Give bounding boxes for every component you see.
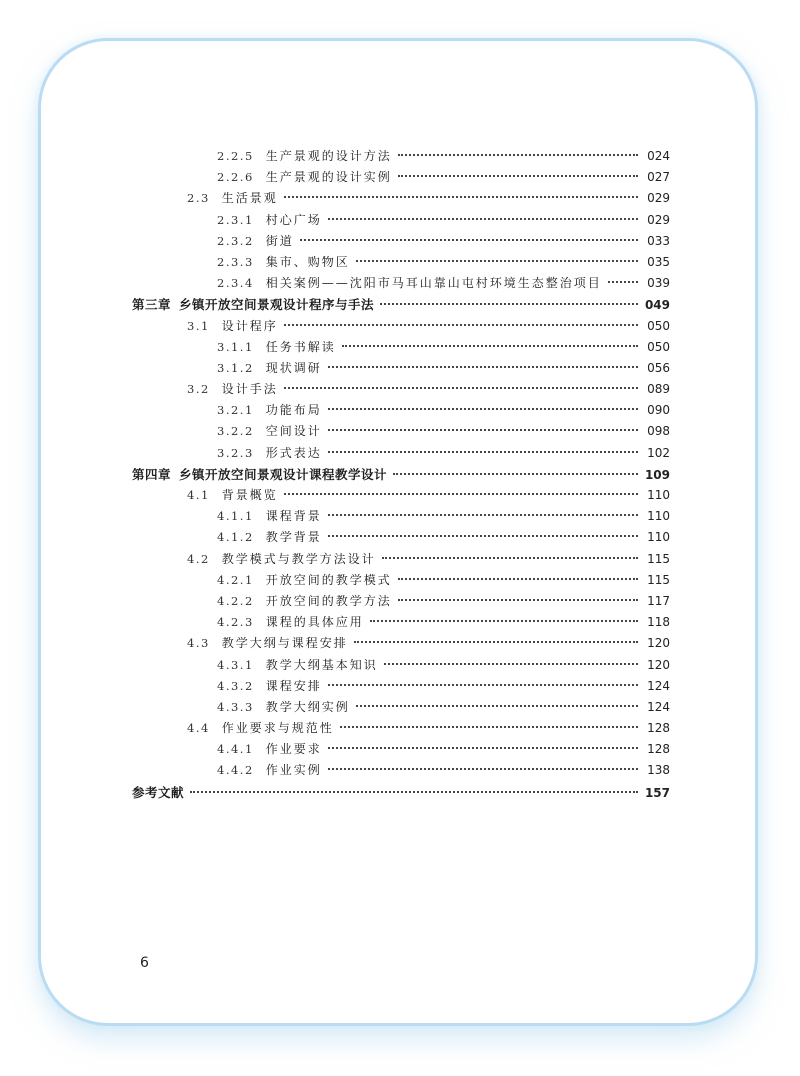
toc-entry-page: 033: [647, 233, 670, 248]
toc-entry-page: 035: [647, 254, 670, 269]
toc-leader-dots: [328, 768, 638, 770]
toc-entry-number: 4.4.2: [217, 763, 254, 778]
toc-entry-page: 102: [647, 445, 670, 460]
toc-entry-page: 128: [647, 721, 670, 736]
toc-entry-number: 2.3.1: [217, 212, 254, 227]
toc-subsection-entry[interactable]: [132, 697, 670, 718]
toc-entry-title: 参考文献: [132, 784, 185, 800]
toc-subsection-entry[interactable]: [132, 167, 670, 188]
toc-entry-title: 作业实例: [265, 763, 322, 778]
toc-leader-dots: [328, 408, 638, 410]
toc-subsection-entry[interactable]: [132, 570, 670, 591]
toc-leader-dots: [398, 175, 638, 177]
toc-entry-page: 110: [647, 488, 670, 502]
toc-entry-number: 4.1: [187, 488, 210, 502]
toc-subsection-entry[interactable]: [132, 400, 670, 421]
toc-leader-dots: [328, 429, 638, 431]
toc-section-entry[interactable]: [132, 188, 670, 209]
toc-leader-dots: [328, 366, 638, 368]
toc-entry-page: 049: [644, 298, 670, 313]
toc-entry-title: 集市、购物区: [265, 254, 350, 269]
toc-subsection-entry[interactable]: [132, 655, 670, 676]
toc-entry-page: 056: [647, 360, 670, 375]
toc-leader-dots: [354, 641, 638, 643]
toc-entry-title: 教学背景: [265, 530, 322, 545]
toc-subsection-entry[interactable]: [132, 506, 670, 527]
toc-entry-page: 090: [647, 403, 670, 418]
toc-entry-page: 098: [647, 424, 670, 439]
toc-subsection-entry[interactable]: [132, 760, 670, 781]
toc-entry-page: 109: [644, 467, 670, 482]
toc-entry-title: 乡镇开放空间景观设计程序与手法: [179, 297, 375, 313]
toc-entry-page: 027: [647, 170, 670, 185]
toc-subsection-entry[interactable]: [132, 146, 670, 167]
toc-leader-dots: [300, 239, 638, 241]
toc-subsection-entry[interactable]: [132, 231, 670, 252]
toc-chapter-entry[interactable]: [132, 294, 670, 315]
toc-entry-page: 128: [647, 742, 670, 757]
toc-entry-title: 开放空间的教学模式: [265, 572, 392, 587]
toc-section-entry[interactable]: [132, 718, 670, 739]
toc-subsection-entry[interactable]: [132, 612, 670, 633]
toc-leader-dots: [284, 324, 638, 326]
toc-entry-number: 3.1.2: [217, 360, 254, 375]
toc-entry-number: 4.1.2: [217, 530, 254, 545]
toc-entry-title: 开放空间的教学方法: [265, 593, 392, 608]
toc-entry-title: 空间设计: [265, 424, 322, 439]
toc-entry-page: 029: [647, 191, 670, 206]
toc-entry-page: 120: [647, 657, 670, 672]
toc-entry-number: 第三章: [132, 297, 172, 313]
toc-entry-title: 作业要求与规范性: [221, 721, 334, 736]
toc-entry-page: 110: [647, 509, 670, 524]
toc-subsection-entry[interactable]: [132, 273, 670, 294]
toc-entry-number: 2.3.4: [217, 276, 254, 291]
toc-entry-title: 教学模式与教学方法设计: [221, 551, 376, 566]
toc-leader-dots: [284, 387, 638, 389]
toc-entry-number: 3.2.3: [217, 445, 254, 460]
toc-entry-title: 作业要求: [265, 742, 322, 757]
toc-entry-title: 课程的具体应用: [265, 615, 364, 630]
page-number: 6: [140, 955, 149, 971]
toc-leader-dots: [356, 705, 638, 707]
toc-leader-dots: [190, 791, 638, 793]
toc-entry-title: 课程安排: [265, 678, 322, 693]
toc-entry-title: 生活景观: [221, 191, 278, 206]
toc-entry-number: 4.2.3: [217, 615, 254, 630]
toc-entry-number: 2.3.2: [217, 233, 254, 248]
toc-entry-page: 115: [647, 551, 670, 566]
toc-entry-number: 2.3: [187, 191, 210, 206]
toc-entry-title: 乡镇开放空间景观设计课程教学设计: [179, 466, 388, 482]
toc-entry-page: 110: [647, 530, 670, 545]
toc-entry-page: 117: [647, 593, 670, 608]
toc-entry-title: 生产景观的设计实例: [265, 170, 392, 185]
toc-entry-page: 118: [647, 615, 670, 630]
toc-entry-page: 039: [647, 276, 670, 291]
toc-entry-page: 124: [647, 699, 670, 714]
toc-entry-page: 138: [647, 763, 670, 778]
toc-entry-number: 2.3.3: [217, 254, 254, 269]
toc-entry-number: 4.3: [187, 636, 210, 651]
toc-subsection-entry[interactable]: [132, 337, 670, 358]
toc-entry-number: 3.2: [187, 382, 210, 397]
toc-leader-dots: [328, 684, 638, 686]
toc-section-entry[interactable]: [132, 485, 670, 506]
toc-entry-number: 2.2.5: [217, 149, 254, 163]
toc-subsection-entry[interactable]: [132, 527, 670, 548]
toc-entry-number: 第四章: [132, 466, 172, 482]
toc-subsection-entry[interactable]: [132, 443, 670, 464]
toc-subsection-entry[interactable]: [132, 358, 670, 379]
toc-leader-dots: [608, 281, 638, 283]
toc-entry-number: 4.3.3: [217, 699, 254, 714]
toc-entry-number: 3.2.1: [217, 403, 254, 418]
toc-entry-title: 教学大纲实例: [265, 699, 350, 714]
toc-subsection-entry[interactable]: [132, 421, 670, 442]
toc-entry-number: 3.1.1: [217, 339, 254, 354]
toc-subsection-entry[interactable]: [132, 591, 670, 612]
toc-leader-dots: [398, 154, 638, 156]
toc-entry-title: 任务书解读: [265, 339, 336, 354]
toc-entry-number: 4.3.1: [217, 657, 254, 672]
toc-entry-title: 功能布局: [265, 403, 322, 418]
toc-leader-dots: [370, 620, 638, 622]
toc-leader-dots: [384, 663, 638, 665]
toc-leader-dots: [380, 303, 638, 305]
toc-section-entry[interactable]: [132, 316, 670, 337]
toc-entry-number: 4.2.2: [217, 593, 254, 608]
toc-leader-dots: [340, 726, 638, 728]
toc-leader-dots: [342, 345, 638, 347]
toc-leader-dots: [382, 557, 638, 559]
toc-chapter-entry[interactable]: [132, 464, 670, 485]
toc-entry-page: 050: [647, 318, 670, 333]
toc-leader-dots: [398, 578, 638, 580]
toc-subsection-entry[interactable]: [132, 739, 670, 760]
toc-entry-title: 设计手法: [221, 382, 278, 397]
toc-leader-dots: [328, 218, 638, 220]
toc-entry-page: 124: [647, 678, 670, 693]
toc-entry-number: 4.3.2: [217, 678, 254, 693]
toc-entry-page: 157: [644, 785, 670, 800]
toc-entry-number: 4.4.1: [217, 742, 254, 757]
toc-leader-dots: [328, 747, 638, 749]
toc-entry-title: 形式表达: [265, 445, 322, 460]
toc-entry-title: 设计程序: [221, 318, 278, 333]
toc-entry-page: 120: [647, 636, 670, 651]
toc-leader-dots: [356, 260, 638, 262]
toc-entry-number: 4.1.1: [217, 509, 254, 524]
table-of-contents: [132, 146, 670, 803]
toc-leader-dots: [328, 514, 638, 516]
toc-leader-dots: [284, 493, 638, 495]
toc-entry-title: 背景概览: [221, 488, 278, 502]
toc-leader-dots: [328, 451, 638, 453]
toc-entry-page: 089: [647, 382, 670, 397]
toc-leader-dots: [398, 599, 638, 601]
toc-entry-title: 村心广场: [265, 212, 322, 227]
toc-entry-number: 4.2: [187, 551, 210, 566]
toc-section-entry[interactable]: [132, 549, 670, 570]
toc-section-entry[interactable]: [132, 379, 670, 400]
toc-entry-title: 相关案例——沈阳市马耳山靠山屯村环境生态整治项目: [265, 276, 602, 291]
toc-entry-page: 050: [647, 339, 670, 354]
toc-entry-title: 现状调研: [265, 360, 322, 375]
toc-leader-dots: [393, 473, 638, 475]
toc-subsection-entry[interactable]: [132, 676, 670, 697]
toc-leader-dots: [328, 535, 638, 537]
toc-entry-number: 4.4: [187, 721, 210, 736]
toc-entry-title: 教学大纲与课程安排: [221, 636, 348, 651]
toc-leader-dots: [284, 196, 638, 198]
toc-chapter-entry[interactable]: [132, 782, 670, 803]
toc-entry-title: 课程背景: [265, 509, 322, 524]
toc-subsection-entry[interactable]: [132, 252, 670, 273]
toc-entry-title: 生产景观的设计方法: [265, 149, 392, 163]
toc-entry-page: 029: [647, 212, 670, 227]
toc-subsection-entry[interactable]: [132, 210, 670, 231]
toc-entry-number: 2.2.6: [217, 170, 254, 185]
toc-entry-page: 024: [647, 149, 670, 163]
toc-entry-number: 3.1: [187, 318, 210, 333]
toc-entry-title: 教学大纲基本知识: [265, 657, 378, 672]
toc-entry-title: 街道: [265, 233, 294, 248]
toc-entry-number: 3.2.2: [217, 424, 254, 439]
toc-section-entry[interactable]: [132, 633, 670, 654]
toc-entry-number: 4.2.1: [217, 572, 254, 587]
toc-entry-page: 115: [647, 572, 670, 587]
